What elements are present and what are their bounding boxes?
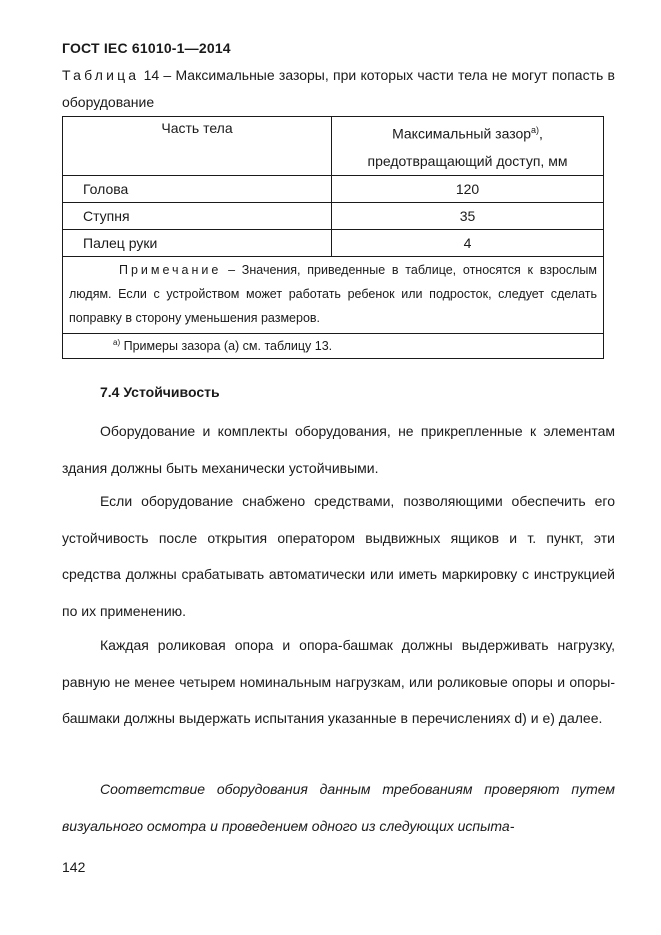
footnote-mark: a) <box>113 338 121 348</box>
max-gaps-table <box>62 116 604 359</box>
header-footnote-mark: a) <box>531 125 540 135</box>
document-code: ГОСТ IEC 61010-1—2014 <box>62 40 231 56</box>
header-max-gap-line2: предотвращающий доступ, мм <box>367 152 568 169</box>
header-body-part: Часть тела <box>63 117 332 176</box>
cell-body-part: Голова <box>63 175 332 202</box>
section-title: 7.4 Устойчивость <box>100 384 220 400</box>
table-row <box>63 202 604 229</box>
paragraph-3: Каждая роликовая опора и опора-башмак должны выдерживать нагрузку, равную не менее четырем номинальным нагрузкам, или роликовые опоры и опоры-башмаки должны выдержать испытания указанные в перечислениях d) и e) далее. <box>62 637 615 726</box>
table-footnote-row <box>63 333 604 358</box>
table-caption-label: Таблица <box>62 67 140 83</box>
table-row <box>63 175 604 202</box>
cell-gap-value: 120 <box>332 175 604 202</box>
note-label: Примечание <box>119 262 222 277</box>
table-footnote <box>63 333 604 358</box>
cell-gap-value: 4 <box>332 229 604 256</box>
cell-gap-value: 35 <box>332 202 604 229</box>
cell-body-part: Ступня <box>63 202 332 229</box>
note-text: – Значения, приведенные в таблице, относятся к взрослым людям. Если с устройством может работать ребенок или подросток, следует сделать поправку в сторону уменьшения размеров. <box>69 262 597 325</box>
footnote-text: Примеры зазора (a) см. таблицу 13. <box>120 339 333 354</box>
table-note-row <box>63 256 604 333</box>
header-max-gap-line1: Максимальный зазор <box>392 125 532 142</box>
cell-body-part: Палец руки <box>63 229 332 256</box>
table-header-row <box>63 117 604 176</box>
page-number: 142 <box>62 859 86 875</box>
table-row <box>63 229 604 256</box>
header-max-gap <box>332 117 604 176</box>
table-caption <box>62 62 615 116</box>
paragraph-2: Если оборудование снабжено средствами, позволяющими обеспечить его устойчивость после открытия оператором выдвижных ящиков и т. пункт, эти средства должны срабатывать автоматически или иметь маркировку с инструкцией по их применению. <box>62 493 615 619</box>
table-caption-text: 14 – Максимальные зазоры, при которых части тела не могут попасть в оборудование <box>62 67 615 110</box>
table-note <box>63 256 604 333</box>
header-max-gap-comma: , <box>539 125 543 142</box>
paragraph-4: Соответствие оборудования данным требованиям проверяют путем визуального осмотра и проведением одного из следующих испыта- <box>62 781 615 834</box>
note-indent <box>69 263 119 277</box>
paragraph-1: Оборудование и комплекты оборудования, не прикрепленные к элементам здания должны быть механически устойчивыми. <box>62 423 615 476</box>
